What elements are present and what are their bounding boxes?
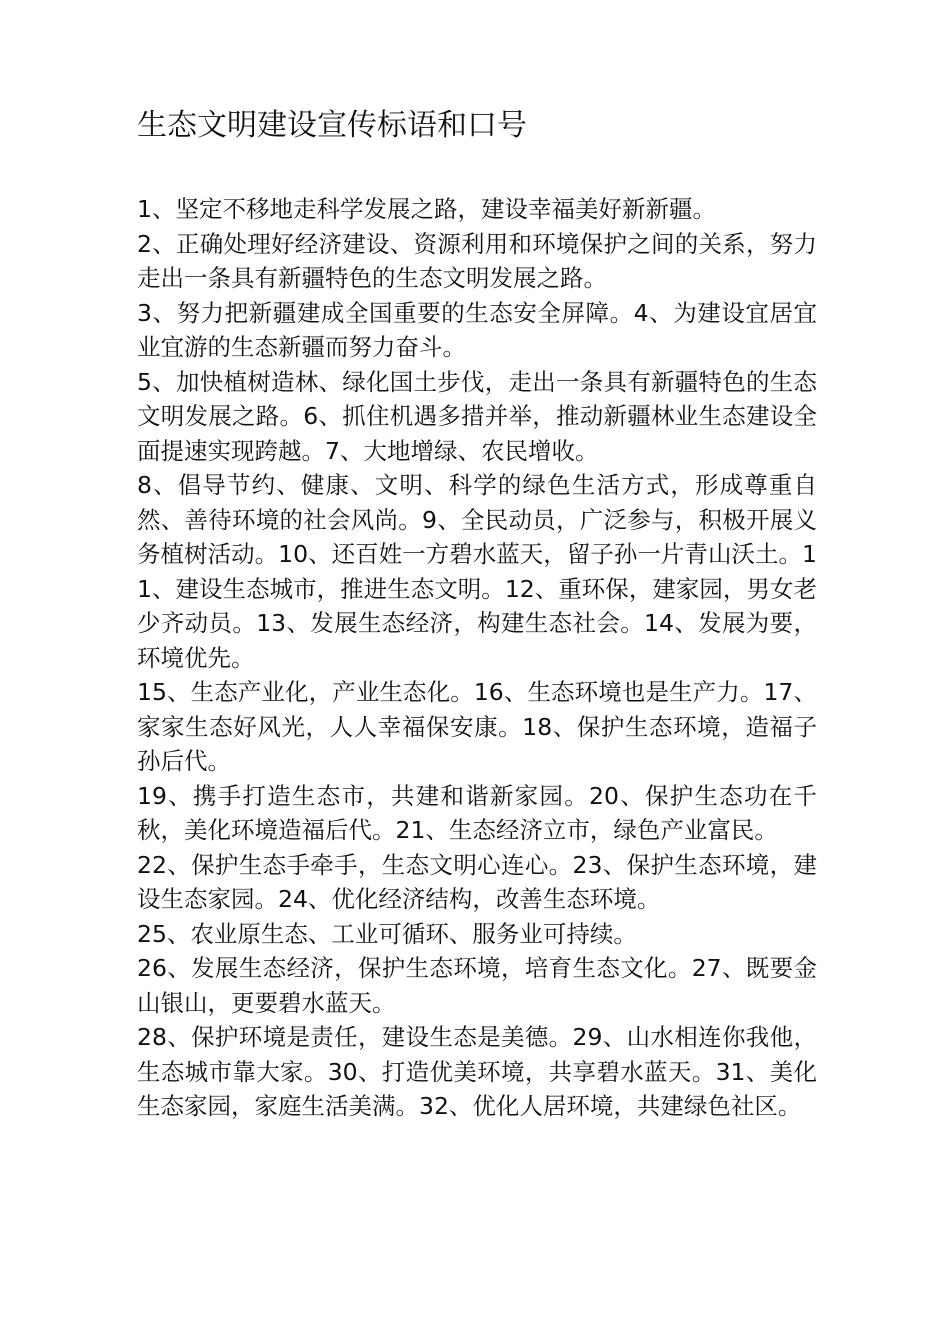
slogan-paragraph: 25、农业原生态、工业可循环、服务业可持续。 xyxy=(137,919,637,948)
slogan-paragraph: 22、保护生态手牵手，生态文明心连心。23、保护生态环境，建设生态家园。24、优化经济结构，改善生态环境。 xyxy=(137,850,817,913)
slogan-paragraph: 1、坚定不移地走科学发展之路，建设幸福美好新新疆。 xyxy=(137,195,716,223)
slogan-paragraph: 2、正确处理好经济建设、资源利用和环境保护之间的关系，努力走出一条具有新疆特色的生态文明发展之路。 xyxy=(137,229,817,292)
document-body xyxy=(137,192,817,1124)
slogan-paragraph: 15、生态产业化，产业生态化。16、生态环境也是生产力。17、家家生态好风光，人人幸福保安康。18、保护生态环境，造福子孙后代。 xyxy=(137,678,817,775)
slogan-paragraph: 5、加快植树造林、绿化国土步伐，走出一条具有新疆特色的生态文明发展之路。6、抓住机遇多措并举，推动新疆林业生态建设全面提速实现跨越。7、大地增绿、农民增收。 xyxy=(137,367,817,465)
slogan-paragraph: 8、倡导节约、健康、文明、科学的绿色生活方式，形成尊重自然、善待环境的社会风尚。9、全民动员，广泛参与，积极开展义务植树活动。10、还百姓一方碧水蓝天，留子孙一片青山沃土。11、建设生态城市，推进生态文明。12、重环保，建家园，男女老少齐动员。13、发展生态经济，构建生态社会。14、发展为要，环境优先。 xyxy=(137,471,817,672)
slogan-paragraph: 26、发展生态经济，保护生态环境，培育生态文化。27、既要金山银山，更要碧水蓝天。 xyxy=(137,954,817,1017)
document-title: 生态文明建设宣传标语和口号 xyxy=(137,108,527,143)
slogan-paragraph: 19、携手打造生态市，共建和谐新家园。20、保护生态功在千秋，美化环境造福后代。21、生态经济立市，绿色产业富民。 xyxy=(137,781,817,844)
slogan-paragraph: 3、努力把新疆建成全国重要的生态安全屏障。4、为建设宜居宜业宜游的生态新疆而努力奋斗。 xyxy=(137,298,817,361)
slogan-paragraph: 28、保护环境是责任，建设生态是美德。29、山水相连你我他，生态城市靠大家。30、打造优美环境，共享碧水蓝天。31、美化生态家园，家庭生活美满。32、优化人居环境，共建绿色社区。 xyxy=(137,1023,817,1120)
